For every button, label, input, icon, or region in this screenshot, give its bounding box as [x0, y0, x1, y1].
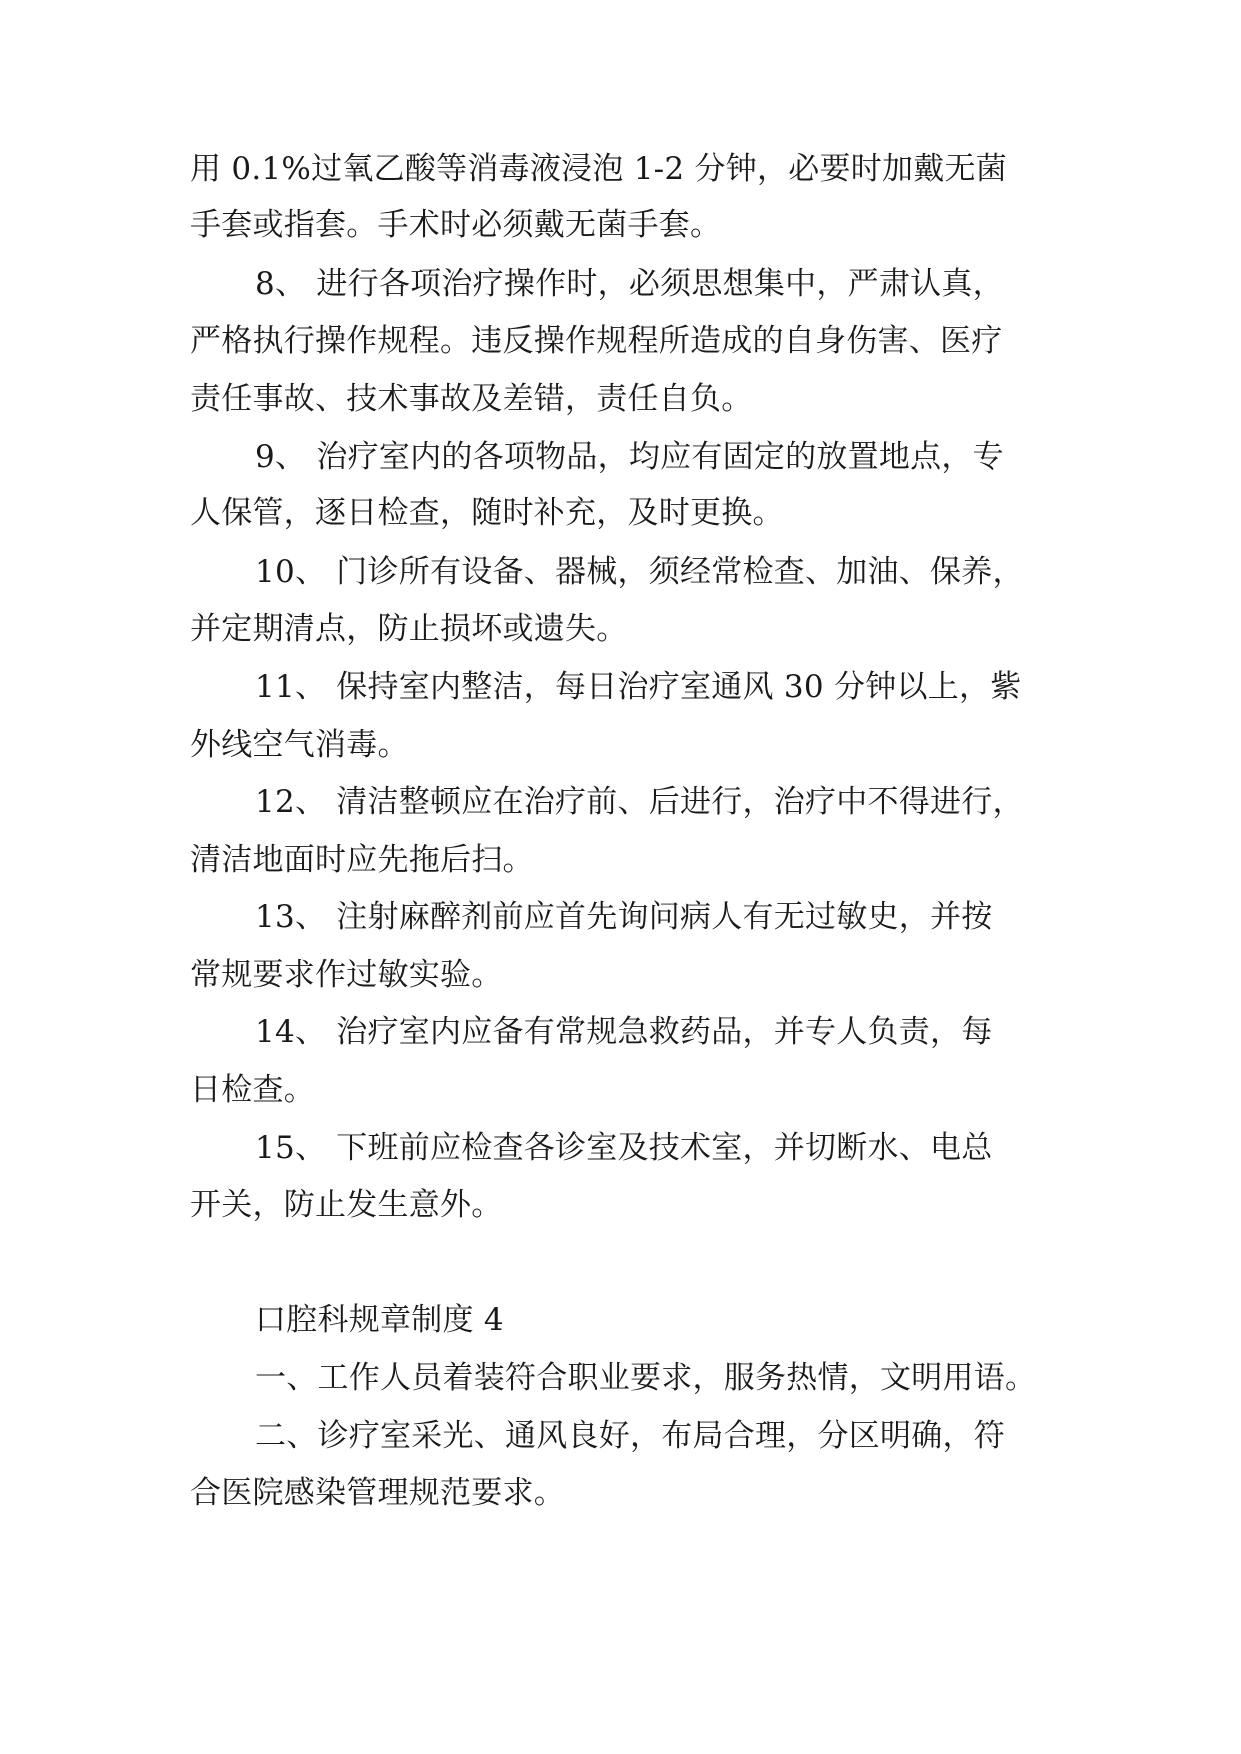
- item-9-line-1: 9、 治疗室内的各项物品，均应有固定的放置地点，专: [255, 439, 1004, 475]
- item-12-line-1: 12、 清洁整顿应在治疗前、后进行，治疗中不得进行，: [255, 784, 1024, 820]
- item-8-line-3: 责任事故、技术事故及差错，责任自负。: [190, 381, 753, 417]
- rule-2-line-1: 二、诊疗室采光、通风良好，布局合理，分区明确，符: [255, 1418, 1005, 1454]
- item-8-line-2: 严格执行操作规程。违反操作规程所造成的自身伤害、医疗: [190, 323, 1003, 359]
- item-9-line-2: 人保管，逐日检查，随时补充，及时更换。: [190, 495, 784, 531]
- item-11-line-1: 11、 保持室内整洁，每日治疗室通风 30 分钟以上，紫: [255, 669, 1022, 705]
- item-10-line-2: 并定期清点，防止损坏或遗失。: [190, 611, 628, 647]
- item-8-line-1: 8、 进行各项治疗操作时，必须思想集中，严肃认真，: [255, 266, 1004, 302]
- item-15-line-2: 开关，防止发生意外。: [190, 1187, 503, 1223]
- item-14-line-2: 日检查。: [190, 1072, 315, 1108]
- paragraph-7-line-2: 手套或指套。手术时必须戴无菌手套。: [190, 207, 722, 243]
- section-heading: 口腔科规章制度 4: [255, 1302, 504, 1338]
- item-12-line-2: 清洁地面时应先拖后扫。: [190, 842, 534, 878]
- rule-1-line-1: 一、工作人员着装符合职业要求，服务热情，文明用语。: [255, 1360, 1037, 1396]
- item-10-line-1: 10、 门诊所有设备、器械，须经常检查、加油、保养，: [255, 554, 1024, 590]
- item-13-line-2: 常规要求作过敏实验。: [190, 957, 503, 993]
- item-15-line-1: 15、 下班前应检查各诊室及技术室，并切断水、电总: [255, 1130, 993, 1166]
- item-14-line-1: 14、 治疗室内应备有常规急救药品，并专人负责，每: [255, 1014, 993, 1050]
- item-11-line-2: 外线空气消毒。: [190, 727, 409, 763]
- item-13-line-1: 13、 注射麻醉剂前应首先询问病人有无过敏史，并按: [255, 899, 993, 935]
- rule-2-line-2: 合医院感染管理规范要求。: [190, 1475, 565, 1511]
- paragraph-7-line-1: 用 0.1%过氧乙酸等消毒液浸泡 1-2 分钟，必要时加戴无菌: [190, 151, 1007, 187]
